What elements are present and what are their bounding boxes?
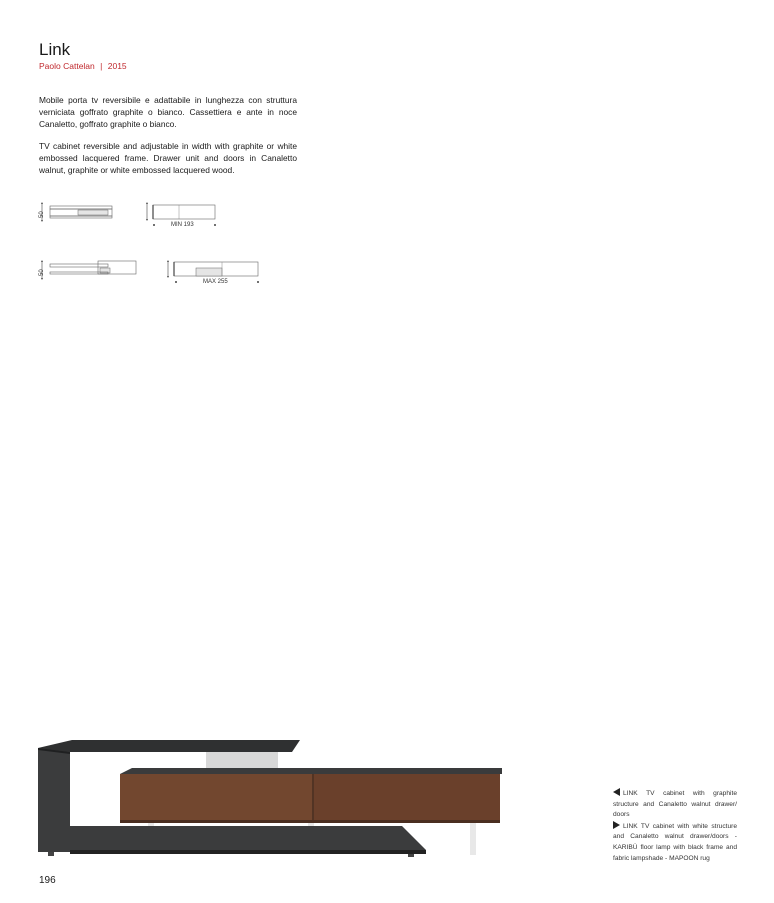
- description-english: TV cabinet reversible and adjustable in width with graphite or white embossed lacquered frame. Drawer unit and doors in Canaletto walnut, graphite or white embossed lacquered wood.: [39, 141, 297, 176]
- front-view-diagram-min: [145, 203, 220, 227]
- graphite-top-shelf: [38, 740, 300, 752]
- front-view-diagram-max: [166, 260, 266, 286]
- caption-left-entry: [613, 788, 737, 821]
- photo-caption: [613, 788, 737, 864]
- max-width-label: MAX 255: [203, 279, 228, 285]
- product-photo: [30, 730, 510, 865]
- designer-name: Paolo Cattelan: [39, 61, 95, 71]
- side-view-open-drawing: [40, 260, 140, 284]
- right-arrow-icon: [613, 821, 620, 829]
- left-arrow-icon: [613, 788, 620, 796]
- caption-right-entry: [613, 821, 737, 864]
- caption-right-text: LINK TV cabinet with white structure and Canaletto walnut drawer/doors - KARIBÙ floor lamp with black frame and fabric lampshade - MAPOON rug: [613, 822, 737, 862]
- min-width-label: MIN 193: [171, 222, 194, 228]
- caption-left-text: LINK TV cabinet with graphite structure and Canaletto walnut drawer/ doors: [613, 790, 737, 819]
- separator: |: [100, 61, 103, 71]
- design-year: 2015: [107, 61, 127, 71]
- side-view-diagram-closed: [40, 202, 120, 226]
- description-italian: Mobile porta tv reversibile e adattabile in lunghezza con struttura verniciata goffrato graphite o bianco. Cassettiera e ante in noce Canaletto, goffrato graphite o bianco.: [39, 95, 297, 130]
- page-number: 196: [39, 875, 56, 886]
- designer-line: [39, 61, 127, 71]
- graphite-side-panel: [38, 748, 70, 852]
- side-height-label: 50: [39, 211, 45, 218]
- product-title: Link: [39, 40, 71, 59]
- side-height-label-open: 50: [39, 269, 45, 276]
- graphite-base: [70, 826, 426, 852]
- side-view-drawing: [40, 202, 120, 226]
- side-view-diagram-open: [40, 260, 140, 284]
